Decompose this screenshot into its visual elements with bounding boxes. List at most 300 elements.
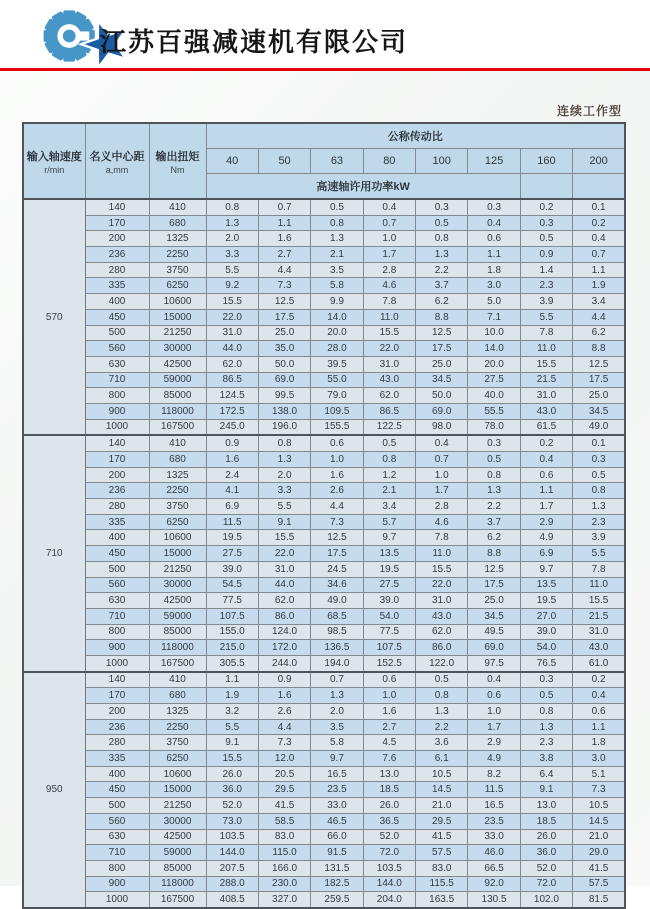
power-value-cell: 103.5: [363, 860, 415, 876]
red-divider-rule: [0, 68, 650, 71]
power-value-cell: 0.8: [573, 483, 625, 499]
table-row: [23, 215, 625, 231]
power-value-cell: 22.0: [363, 341, 415, 357]
center-distance-cell: 170: [85, 452, 149, 468]
power-value-cell: 207.5: [206, 860, 258, 876]
power-value-cell: 6.1: [416, 751, 468, 767]
power-value-cell: 2.2: [416, 262, 468, 278]
center-distance-cell: 236: [85, 483, 149, 499]
power-value-cell: 0.8: [416, 688, 468, 704]
power-value-cell: 0.4: [468, 672, 520, 688]
power-value-cell: 3.9: [573, 530, 625, 546]
power-value-cell: 34.5: [416, 372, 468, 388]
center-distance-cell: 335: [85, 278, 149, 294]
power-value-cell: 55.5: [468, 403, 520, 419]
torque-cell: 59000: [149, 608, 206, 624]
power-value-cell: 6.4: [520, 766, 572, 782]
power-value-cell: 9.1: [206, 735, 258, 751]
power-value-cell: 0.5: [520, 231, 572, 247]
power-value-cell: 13.0: [520, 798, 572, 814]
power-value-cell: 44.0: [206, 341, 258, 357]
table-row: [23, 372, 625, 388]
center-distance-cell: 200: [85, 704, 149, 720]
power-value-cell: 124.5: [206, 388, 258, 404]
power-value-cell: 1.3: [416, 247, 468, 263]
power-value-cell: 0.4: [363, 199, 415, 215]
power-value-cell: 61.5: [520, 419, 572, 435]
input-speed-cell: 950: [23, 672, 85, 908]
torque-cell: 30000: [149, 577, 206, 593]
center-distance-cell: 800: [85, 388, 149, 404]
power-value-cell: 8.8: [416, 309, 468, 325]
center-distance-cell: 1000: [85, 892, 149, 908]
power-value-cell: 21.5: [573, 608, 625, 624]
table-row: [23, 640, 625, 656]
power-value-cell: 259.5: [311, 892, 363, 908]
power-value-cell: 1.7: [363, 247, 415, 263]
power-value-cell: 31.0: [573, 624, 625, 640]
power-value-cell: 81.5: [573, 892, 625, 908]
power-value-cell: 1.3: [206, 215, 258, 231]
power-value-cell: 14.5: [573, 813, 625, 829]
center-distance-cell: 500: [85, 561, 149, 577]
power-value-cell: 78.0: [468, 419, 520, 435]
power-value-cell: 0.4: [468, 215, 520, 231]
power-value-cell: 0.9: [258, 672, 310, 688]
center-distance-cell: 560: [85, 341, 149, 357]
torque-cell: 167500: [149, 892, 206, 908]
table-row: [23, 419, 625, 435]
power-value-cell: 4.4: [573, 309, 625, 325]
power-value-cell: 1.1: [468, 247, 520, 263]
power-value-cell: 4.6: [363, 278, 415, 294]
torque-cell: 59000: [149, 845, 206, 861]
power-value-cell: 41.5: [258, 798, 310, 814]
power-value-cell: 83.0: [416, 860, 468, 876]
power-value-cell: 0.7: [573, 247, 625, 263]
power-value-cell: 408.5: [206, 892, 258, 908]
duty-type-badge: 连续工作型: [556, 104, 622, 118]
power-value-cell: 7.3: [258, 278, 310, 294]
power-value-cell: 36.0: [206, 782, 258, 798]
power-value-cell: 4.6: [416, 514, 468, 530]
power-value-cell: 14.5: [416, 782, 468, 798]
power-value-cell: 91.5: [311, 845, 363, 861]
power-value-cell: 0.5: [416, 215, 468, 231]
power-value-cell: 5.0: [468, 294, 520, 310]
table-row: [23, 845, 625, 861]
power-value-cell: 1.6: [206, 452, 258, 468]
power-value-cell: 40.0: [468, 388, 520, 404]
power-value-cell: 23.5: [311, 782, 363, 798]
power-value-cell: 0.9: [206, 435, 258, 451]
power-value-cell: 0.4: [573, 688, 625, 704]
power-value-cell: 15.5: [573, 593, 625, 609]
torque-cell: 118000: [149, 403, 206, 419]
power-value-cell: 122.0: [416, 655, 468, 671]
power-value-cell: 0.7: [416, 452, 468, 468]
power-value-cell: 11.5: [468, 782, 520, 798]
power-value-cell: 3.9: [520, 294, 572, 310]
power-value-cell: 2.9: [520, 514, 572, 530]
center-distance-cell: 400: [85, 294, 149, 310]
center-distance-cell: 200: [85, 467, 149, 483]
power-value-cell: 44.0: [258, 577, 310, 593]
power-value-cell: 0.6: [363, 672, 415, 688]
power-value-cell: 6.9: [206, 499, 258, 515]
power-value-cell: 1.6: [258, 688, 310, 704]
power-value-cell: 2.9: [468, 735, 520, 751]
power-rating-table: [22, 122, 626, 909]
torque-cell: 42500: [149, 356, 206, 372]
power-value-cell: 29.0: [573, 845, 625, 861]
torque-cell: 2250: [149, 483, 206, 499]
power-value-cell: 62.0: [258, 593, 310, 609]
power-value-cell: 288.0: [206, 876, 258, 892]
input-speed-cell: 570: [23, 199, 85, 435]
power-value-cell: 12.5: [468, 561, 520, 577]
power-value-cell: 3.6: [416, 735, 468, 751]
power-value-cell: 7.8: [363, 294, 415, 310]
torque-cell: 680: [149, 688, 206, 704]
power-value-cell: 11.0: [573, 577, 625, 593]
table-row: [23, 561, 625, 577]
power-value-cell: 23.5: [468, 813, 520, 829]
table-row: [23, 483, 625, 499]
power-value-cell: 2.8: [363, 262, 415, 278]
table-row: [23, 782, 625, 798]
table-row: [23, 231, 625, 247]
power-value-cell: 54.0: [363, 608, 415, 624]
power-value-cell: 107.5: [363, 640, 415, 656]
power-value-cell: 66.0: [311, 829, 363, 845]
power-value-cell: 1.3: [468, 483, 520, 499]
power-value-cell: 28.0: [311, 341, 363, 357]
power-value-cell: 26.0: [520, 829, 572, 845]
table-row: [23, 719, 625, 735]
power-value-cell: 3.5: [311, 719, 363, 735]
power-value-cell: 1.2: [363, 467, 415, 483]
table-row: [23, 530, 625, 546]
torque-cell: 167500: [149, 419, 206, 435]
table-row: [23, 341, 625, 357]
power-value-cell: 27.5: [468, 372, 520, 388]
center-distance-cell: 140: [85, 672, 149, 688]
power-value-cell: 4.4: [258, 262, 310, 278]
power-value-cell: 9.7: [520, 561, 572, 577]
power-value-cell: 327.0: [258, 892, 310, 908]
power-value-cell: 10.5: [573, 798, 625, 814]
power-value-cell: 99.5: [258, 388, 310, 404]
table-row: [23, 688, 625, 704]
power-value-cell: 41.5: [573, 860, 625, 876]
power-value-cell: 2.3: [520, 278, 572, 294]
power-value-cell: 12.5: [258, 294, 310, 310]
power-value-cell: 1.3: [311, 231, 363, 247]
power-value-cell: 2.0: [206, 231, 258, 247]
power-value-cell: 2.1: [311, 247, 363, 263]
power-value-cell: 182.5: [311, 876, 363, 892]
power-value-cell: 102.0: [520, 892, 572, 908]
power-value-cell: 0.3: [468, 435, 520, 451]
power-value-cell: 49.0: [311, 593, 363, 609]
power-value-cell: 5.7: [363, 514, 415, 530]
power-value-cell: 1.3: [520, 719, 572, 735]
torque-cell: 1325: [149, 231, 206, 247]
power-value-cell: 11.5: [206, 514, 258, 530]
power-value-cell: 57.5: [573, 876, 625, 892]
center-distance-cell: 710: [85, 372, 149, 388]
power-value-cell: 43.0: [363, 372, 415, 388]
center-distance-cell: 450: [85, 546, 149, 562]
table-row: [23, 546, 625, 562]
power-value-cell: 2.4: [206, 467, 258, 483]
table-row: [23, 704, 625, 720]
table-row: [23, 467, 625, 483]
power-value-cell: 29.5: [416, 813, 468, 829]
power-value-cell: 1.0: [416, 467, 468, 483]
table-row: [23, 356, 625, 372]
torque-cell: 3750: [149, 499, 206, 515]
power-value-cell: 8.8: [468, 546, 520, 562]
ratio-col-125: 125: [468, 149, 520, 174]
power-value-cell: 4.9: [468, 751, 520, 767]
power-value-cell: 33.0: [468, 829, 520, 845]
power-value-cell: 20.0: [468, 356, 520, 372]
power-value-cell: 98.5: [311, 624, 363, 640]
power-value-cell: 1.6: [363, 704, 415, 720]
power-value-cell: 144.0: [363, 876, 415, 892]
table-header: [23, 123, 625, 199]
power-value-cell: 5.5: [206, 262, 258, 278]
power-value-cell: 14.0: [311, 309, 363, 325]
power-value-cell: 0.8: [468, 467, 520, 483]
power-value-cell: 1.8: [573, 735, 625, 751]
power-value-cell: 1.1: [258, 215, 310, 231]
center-distance-cell: 500: [85, 325, 149, 341]
power-value-cell: 79.0: [311, 388, 363, 404]
power-value-cell: 98.0: [416, 419, 468, 435]
power-value-cell: 97.5: [468, 655, 520, 671]
table-body: [23, 199, 625, 908]
center-distance-cell: 900: [85, 640, 149, 656]
power-value-cell: 22.0: [258, 546, 310, 562]
power-value-cell: 62.0: [416, 624, 468, 640]
power-value-cell: 31.0: [416, 593, 468, 609]
company-name: 江苏百强减速机有限公司: [100, 27, 409, 57]
power-value-cell: 1.1: [573, 262, 625, 278]
power-value-cell: 69.0: [416, 403, 468, 419]
power-value-cell: 19.5: [520, 593, 572, 609]
center-distance-cell: 335: [85, 751, 149, 767]
power-value-cell: 12.5: [573, 356, 625, 372]
center-distance-cell: 630: [85, 356, 149, 372]
table-row: [23, 325, 625, 341]
center-distance-cell: 170: [85, 688, 149, 704]
torque-cell: 167500: [149, 655, 206, 671]
power-value-cell: 20.0: [311, 325, 363, 341]
power-value-cell: 5.5: [206, 719, 258, 735]
power-value-cell: 13.5: [520, 577, 572, 593]
power-value-cell: 16.5: [468, 798, 520, 814]
power-value-cell: 27.5: [363, 577, 415, 593]
power-value-cell: 7.3: [311, 514, 363, 530]
power-value-cell: 2.2: [416, 719, 468, 735]
table-row: [23, 199, 625, 215]
power-value-cell: 0.5: [363, 435, 415, 451]
power-value-cell: 0.1: [573, 199, 625, 215]
power-value-cell: 9.2: [206, 278, 258, 294]
power-value-cell: 31.0: [258, 561, 310, 577]
power-value-cell: 9.7: [363, 530, 415, 546]
power-value-cell: 152.5: [363, 655, 415, 671]
torque-cell: 6250: [149, 751, 206, 767]
power-value-cell: 0.3: [416, 199, 468, 215]
power-value-cell: 50.0: [416, 388, 468, 404]
power-value-cell: 0.3: [468, 199, 520, 215]
table-row: [23, 452, 625, 468]
torque-cell: 85000: [149, 860, 206, 876]
center-distance-cell: 400: [85, 530, 149, 546]
power-value-cell: 3.4: [363, 499, 415, 515]
power-value-cell: 1.3: [258, 452, 310, 468]
torque-cell: 10600: [149, 766, 206, 782]
torque-cell: 15000: [149, 782, 206, 798]
power-value-cell: 86.0: [416, 640, 468, 656]
center-distance-cell: 1000: [85, 655, 149, 671]
center-distance-cell: 450: [85, 309, 149, 325]
power-value-cell: 86.5: [363, 403, 415, 419]
power-value-cell: 131.5: [311, 860, 363, 876]
power-value-cell: 2.6: [311, 483, 363, 499]
power-value-cell: 11.0: [363, 309, 415, 325]
center-distance-cell: 710: [85, 845, 149, 861]
power-value-cell: 1.8: [468, 262, 520, 278]
power-value-cell: 1.0: [311, 452, 363, 468]
power-value-cell: 0.8: [258, 435, 310, 451]
power-value-cell: 1.4: [520, 262, 572, 278]
power-value-cell: 196.0: [258, 419, 310, 435]
power-value-cell: 138.0: [258, 403, 310, 419]
col-header-output-torque: 输出扭矩 Nm: [149, 123, 206, 199]
power-value-cell: 19.5: [206, 530, 258, 546]
center-distance-cell: 900: [85, 403, 149, 419]
ratio-col-200: 200: [573, 149, 625, 174]
power-value-cell: 69.0: [258, 372, 310, 388]
power-value-cell: 1.7: [468, 719, 520, 735]
power-value-cell: 39.0: [520, 624, 572, 640]
power-value-cell: 92.0: [468, 876, 520, 892]
power-value-cell: 25.0: [468, 593, 520, 609]
center-distance-cell: 630: [85, 829, 149, 845]
table-row: [23, 655, 625, 671]
power-value-cell: 5.5: [258, 499, 310, 515]
power-value-cell: 19.5: [363, 561, 415, 577]
power-value-cell: 2.2: [468, 499, 520, 515]
power-subheader: 高速轴许用功率kW: [206, 174, 520, 200]
power-value-cell: 25.0: [258, 325, 310, 341]
power-value-cell: 0.4: [573, 231, 625, 247]
torque-cell: 42500: [149, 593, 206, 609]
power-value-cell: 0.8: [416, 231, 468, 247]
power-value-cell: 2.0: [258, 467, 310, 483]
center-distance-cell: 170: [85, 215, 149, 231]
power-value-cell: 245.0: [206, 419, 258, 435]
power-value-cell: 7.3: [258, 735, 310, 751]
power-value-cell: 31.0: [206, 325, 258, 341]
power-value-cell: 8.2: [468, 766, 520, 782]
power-value-cell: 1.0: [363, 688, 415, 704]
power-value-cell: 0.2: [520, 199, 572, 215]
power-value-cell: 73.0: [206, 813, 258, 829]
power-value-cell: 305.5: [206, 655, 258, 671]
power-value-cell: 4.1: [206, 483, 258, 499]
ratio-col-160: 160: [520, 149, 572, 174]
center-distance-cell: 236: [85, 247, 149, 263]
power-value-cell: 4.5: [363, 735, 415, 751]
power-value-cell: 0.2: [573, 215, 625, 231]
table-row: [23, 388, 625, 404]
table-row: [23, 798, 625, 814]
power-value-cell: 244.0: [258, 655, 310, 671]
power-value-cell: 204.0: [363, 892, 415, 908]
torque-cell: 10600: [149, 530, 206, 546]
power-value-cell: 77.5: [363, 624, 415, 640]
power-value-cell: 0.3: [520, 672, 572, 688]
power-value-cell: 0.8: [363, 452, 415, 468]
power-value-cell: 166.0: [258, 860, 310, 876]
power-value-cell: 21.0: [416, 798, 468, 814]
table-row: [23, 672, 625, 688]
table-row: [23, 813, 625, 829]
power-value-cell: 14.0: [468, 341, 520, 357]
power-value-cell: 8.8: [573, 341, 625, 357]
power-value-cell: 46.5: [311, 813, 363, 829]
power-value-cell: 0.8: [311, 215, 363, 231]
power-value-cell: 3.2: [206, 704, 258, 720]
power-value-cell: 17.5: [258, 309, 310, 325]
power-value-cell: 0.8: [206, 199, 258, 215]
power-value-cell: 9.7: [311, 751, 363, 767]
power-value-cell: 2.3: [573, 514, 625, 530]
torque-cell: 21250: [149, 561, 206, 577]
center-distance-cell: 140: [85, 199, 149, 215]
power-value-cell: 3.7: [468, 514, 520, 530]
power-value-cell: 0.3: [573, 452, 625, 468]
power-value-cell: 21.0: [573, 829, 625, 845]
power-value-cell: 136.5: [311, 640, 363, 656]
power-value-cell: 5.1: [573, 766, 625, 782]
power-value-cell: 155.0: [206, 624, 258, 640]
center-distance-cell: 236: [85, 719, 149, 735]
center-distance-cell: 280: [85, 262, 149, 278]
power-value-cell: 11.0: [416, 546, 468, 562]
center-distance-cell: 710: [85, 608, 149, 624]
power-value-cell: 43.0: [520, 403, 572, 419]
power-value-cell: 172.5: [206, 403, 258, 419]
power-value-cell: 3.3: [206, 247, 258, 263]
torque-cell: 410: [149, 435, 206, 451]
power-value-cell: 2.1: [363, 483, 415, 499]
ratio-col-40: 40: [206, 149, 258, 174]
ratio-col-50: 50: [258, 149, 310, 174]
power-value-cell: 68.5: [311, 608, 363, 624]
power-value-cell: 17.5: [573, 372, 625, 388]
table-row: [23, 278, 625, 294]
ratio-col-63: 63: [311, 149, 363, 174]
torque-cell: 118000: [149, 640, 206, 656]
power-value-cell: 86.5: [206, 372, 258, 388]
